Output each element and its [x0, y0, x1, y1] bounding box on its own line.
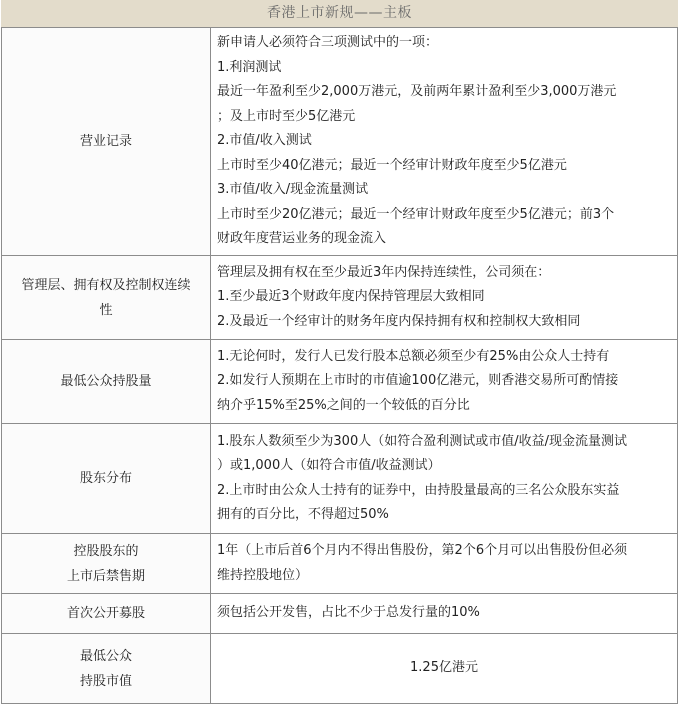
content-line: 2.如发行人预期在上市时的市值逾100亿港元，则香港交易所可酌情接 [217, 373, 619, 389]
content-line: 新申请人必须符合三项测试中的一项： [217, 35, 439, 51]
row-content [211, 634, 678, 704]
row-label [2, 28, 211, 256]
content-line: 2.市值/收入测试 [217, 133, 312, 149]
row-label-line: 营业记录 [79, 134, 132, 149]
row-label-line: 最低公众持股量 [60, 374, 152, 389]
table-row [2, 594, 678, 634]
table-title: 香港上市新规——主板 [1, 0, 678, 27]
content-line: 维持控股地位） [217, 567, 309, 583]
row-label-line: 管理层、拥有权及控制权连续 [21, 277, 191, 293]
row-label-line: 控股股东的 [73, 543, 139, 559]
table-row [2, 28, 678, 256]
content-line: 上市时至少40亿港元；最近一个经审计财政年度至少5亿港元 [217, 157, 567, 173]
content-line: 1.利润测试 [217, 59, 282, 75]
row-label [2, 340, 211, 424]
content-line: 最近一年盈利至少2,000万港元，及前两年累计盈利至少3,000万港元 [217, 84, 617, 100]
content-line: ）或1,000人（如符合市值/收益测试） [217, 458, 441, 473]
content-line: 1.无论何时，发行人已发行股本总额必须至少有25%由公众人士持有 [217, 348, 610, 364]
row-label-line: 持股市值 [79, 673, 132, 689]
content-line: 拥有的百分比，不得超过50% [217, 507, 389, 522]
content-line: 1.25亿港元 [410, 660, 478, 676]
row-label [2, 534, 211, 594]
content-line: 管理层及拥有权在至少最近3年内保持连续性，公司须在： [217, 264, 551, 280]
table-row [2, 534, 678, 594]
row-content [211, 424, 678, 534]
row-content [211, 256, 678, 340]
content-line: 1年（上市后首6个月内不得出售股份，第2个6个月可以出售股份但必须 [217, 543, 628, 558]
row-label-line: 上市后禁售期 [66, 568, 145, 584]
table-row [2, 340, 678, 424]
content-line: 1.至少最近3个财政年度内保持管理层大致相同 [217, 289, 485, 305]
row-content [211, 340, 678, 424]
table-row [2, 634, 678, 704]
content-line: 2.及最近一个经审计的财务年度内保持拥有权和控制权大致相同 [217, 313, 581, 329]
content-line: 财政年度营运业务的现金流入 [217, 231, 387, 247]
content-line: ；及上市时至少5亿港元 [217, 108, 356, 124]
content-line: 须包括公开发售，占比不少于总发行量的10% [217, 605, 480, 621]
content-line: 2.上市时由公众人士持有的证券中，由持股量最高的三名公众股东实益 [217, 482, 620, 498]
row-label [2, 594, 211, 634]
row-label-line: 首次公开募股 [66, 606, 145, 621]
row-label-line: 性 [99, 302, 113, 318]
table-row [2, 256, 678, 340]
content-line: 3.市值/收入/现金流量测试 [217, 182, 369, 198]
row-content [211, 534, 678, 594]
listing-rules-table-container [1, 0, 678, 704]
row-content [211, 28, 678, 256]
content-line: 1.股东人数须至少为300人（如符合盈利测试或市值/收益/现金流量测试 [217, 433, 627, 449]
row-label-line: 最低公众 [79, 648, 132, 664]
listing-rules-table [1, 27, 678, 704]
row-label [2, 634, 211, 704]
row-label [2, 256, 211, 340]
row-label-line: 股东分布 [79, 471, 132, 486]
row-content [211, 594, 678, 634]
content-line: 纳介乎15%至25%之间的一个较低的百分比 [217, 397, 470, 413]
row-label [2, 424, 211, 534]
content-line: 上市时至少20亿港元；最近一个经审计财政年度至少5亿港元；前3个 [217, 206, 615, 222]
table-row [2, 424, 678, 534]
